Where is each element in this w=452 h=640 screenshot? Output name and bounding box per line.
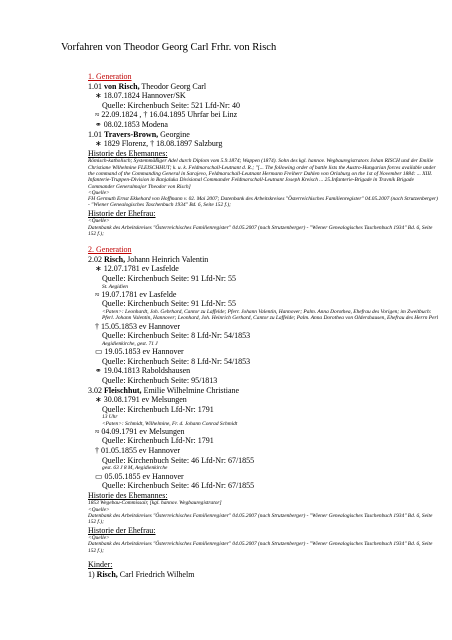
person-number: 3.02 xyxy=(88,385,102,395)
wife-source-text: Datenbank des Arbeitskreises "Österreichisches Familienregister" 04.05.2007 (nach Strutzenberger) - "Wiener Genealogisches Taschenbuch 1934" Bd. 6, Seite 152 f.); xyxy=(88,541,433,554)
burial-entry: ▭ 05.05.1855 ev Hannover xyxy=(95,471,184,481)
baptism-death-entry: ≈ 22.09.1824 , † 16.04.1895 Uhrfar bei Linz xyxy=(95,110,238,120)
baptism-entry: ≈ 04.09.1791 ev Melsungen xyxy=(95,426,185,436)
person-given-name: Emilie Wilhelmine Christiane xyxy=(143,385,240,395)
marriage-entry: ⚭ 19.04.1813 Raboldshausen xyxy=(95,366,191,376)
birth-note: 13 Uhr xyxy=(102,414,118,421)
husband-history-text: Römisch-katholisch; Systemmäßiger Adel durch Diplom vom 5.9.1874; Wappen (1874). Sohn des kgl. hannov. Wegbauregistrators Johan RISCH und der Emilie Christiane Wilhelmine FLEISCHHUT; k. u. k. Feldmarschall-Leutnant d. R.; "[... The following order of battle lists the Austro-Hungarian forces available under the command of the Commanding General in Sarajevo, Feldmarschall-Leutnant Hermann Freiherr Dahlen von Orlaburg on the 1st of November 1884: ... XIII. Infanterie-Truppen-Division in Banjaluka Divisional Commander Feldmarschall-Leutnant Joseph Kreisch ... 25.Infanterie-Brigade in Travnik Brigade Commander Generalmajor Theodor von Risch] xyxy=(88,158,436,190)
person-number: 2.02 xyxy=(88,254,102,264)
source-tag: <Quelle> xyxy=(88,189,110,196)
source-entry: Quelle: Kirchenbuch Seite: 46 Lfd-Nr: 67/1855 xyxy=(102,455,255,465)
person-2-02-name xyxy=(88,255,440,265)
husband-history-label: Historie des Ehemannes: xyxy=(88,148,168,158)
child-given-name: Carl Friedrich Wilhelm xyxy=(119,569,195,579)
birth-entry: ∗ 30.08.1791 ev Melsungen xyxy=(95,395,187,405)
source-entry: Quelle: Kirchenbuch Seite: 95/1813 xyxy=(102,375,218,385)
wife-history-label: Historie der Ehefrau: xyxy=(88,208,156,218)
ancestor-report xyxy=(88,70,440,579)
person-surname: Fleischhut, xyxy=(104,385,142,395)
page-title: Vorfahren von Theodor Georg Carl Frhr. von Risch xyxy=(61,42,277,53)
death-note: gest. 63 J 8 M, Aegidienkirche xyxy=(102,465,168,472)
source-tag: <Quelle> xyxy=(88,218,110,225)
children-label: Kinder: xyxy=(88,560,113,570)
source-entry: Quelle: Kirchenbuch Lfd-Nr: 1791 xyxy=(102,436,214,446)
source-entry: Quelle: Kirchenbuch Seite: 46 Lfd-Nr: 67/1855 xyxy=(102,481,255,491)
child-surname: Risch, xyxy=(96,569,118,579)
death-note: Aegidienkirche, gest. 71 J xyxy=(102,340,158,347)
person-number: 1.01 xyxy=(88,81,102,91)
person-surname: Travers-Brown, xyxy=(104,129,159,139)
death-entry: † 15.05.1853 ev Hannover xyxy=(95,321,181,331)
person-number: 1.01 xyxy=(88,129,102,139)
godparents-note: <Paten>: Schmidt, Wilhelmine, Fr. d. Johann Conrad Schmidt xyxy=(102,420,238,427)
birth-entry: ∗ 12.07.1781 ev Lasfelde xyxy=(95,264,179,274)
source-entry: Quelle: Kirchenbuch Seite: 521 Lfd-Nr: 40 xyxy=(102,100,240,110)
birth-death-entry: ∗ 1829 Florenz, † 18.08.1897 Salzburg xyxy=(95,139,223,149)
person-surname: Risch, xyxy=(104,254,126,264)
generation-1-heading: 1. Generation xyxy=(88,72,132,81)
marriage-entry: ⚭ 08.02.1853 Modena xyxy=(95,119,168,129)
source-tag: <Quelle> xyxy=(88,506,110,513)
husband-history-text: 1853 Wegebau-Commissair, [kgl. hannov. Wegbauregistrator] xyxy=(88,500,222,507)
wife-source-text: Datenbank des Arbeitskreises "Österreichisches Familienregister" 04.05.2007 (nach Strutzenberger) - "Wiener Genealogisches Taschenbuch 1934" Bd. 6, Seite 152 f.); xyxy=(88,224,433,237)
person-3-02-name xyxy=(88,386,440,396)
source-tag: <Quelle> xyxy=(88,535,110,542)
husband-history-label: Historie des Ehemannes: xyxy=(88,490,168,500)
person-given-name: Theodor Georg Carl xyxy=(141,81,207,91)
child-1-name xyxy=(88,570,440,580)
birth-place-note: St. Aegidien xyxy=(102,283,128,290)
person-given-name: Johann Heinrich Valentin xyxy=(127,254,209,264)
person-given-name: Georgine xyxy=(160,129,190,139)
burial-entry: ▭ 19.05.1853 ev Hannover xyxy=(95,347,184,357)
source-entry: Quelle: Kirchenbuch Seite: 91 Lfd-Nr: 55 xyxy=(102,273,236,283)
husband-source-text: Datenbank des Arbeitskreises "Österreichisches Familienregister" 04.05.2007 (nach Strutzenberger) - "Wiener Genealogisches Taschenbuch 1934" Bd. 6, Seite 152 f.); xyxy=(88,512,433,526)
death-entry: † 01.05.1855 ev Hannover xyxy=(95,446,181,456)
person-1-01b-name xyxy=(88,130,440,140)
godparents-note: <Paten>: Leonhardt, Joh. Gebrhard, Cantor zu Laffelde; Pferr. Johann Valentin, Hannover; Palm. Anna Dorothea, Ehefrau des Vorigen; im Zweitbuch: Pferl. Johann Valentin, Hannover; Leonhard, Joh. Heinrich Gerhard, Cantor zu Laffelde; Palm. Anna Dorothea von Oldershausen, Ehefrau des Herrn Perl xyxy=(102,309,439,322)
source-entry: Quelle: Kirchenbuch Seite: 91 Lfd-Nr: 55 xyxy=(102,299,236,309)
child-number: 1) xyxy=(88,569,95,579)
source-entry: Quelle: Kirchenbuch Lfd-Nr: 1791 xyxy=(102,404,214,414)
person-surname: von Risch, xyxy=(104,81,140,91)
wife-history-label: Historie der Ehefrau: xyxy=(88,525,156,535)
generation-2-heading: 2. Generation xyxy=(88,245,132,255)
person-1-01-name xyxy=(88,82,440,92)
source-entry: Quelle: Kirchenbuch Seite: 8 Lfd-Nr: 54/1853 xyxy=(102,356,251,366)
baptism-entry: ≈ 19.07.1781 ev Lasfelde xyxy=(95,289,177,299)
husband-source-text: FH Germuth Ernst Ekkehard von Hoffmann v. 02. Mai 2007; Datenbank des Arbeitskreises "Österreichisches Familienregister" 04.05.2007 (nach Strutzenberger) - "Wiener Genealogisches Taschenbuch 1934" Bd. 6, Seite 152 f.); xyxy=(88,196,438,209)
source-entry: Quelle: Kirchenbuch Seite: 8 Lfd-Nr: 54/1853 xyxy=(102,331,251,341)
birth-entry: ∗ 18.07.1824 Hannover/SK xyxy=(95,91,186,101)
